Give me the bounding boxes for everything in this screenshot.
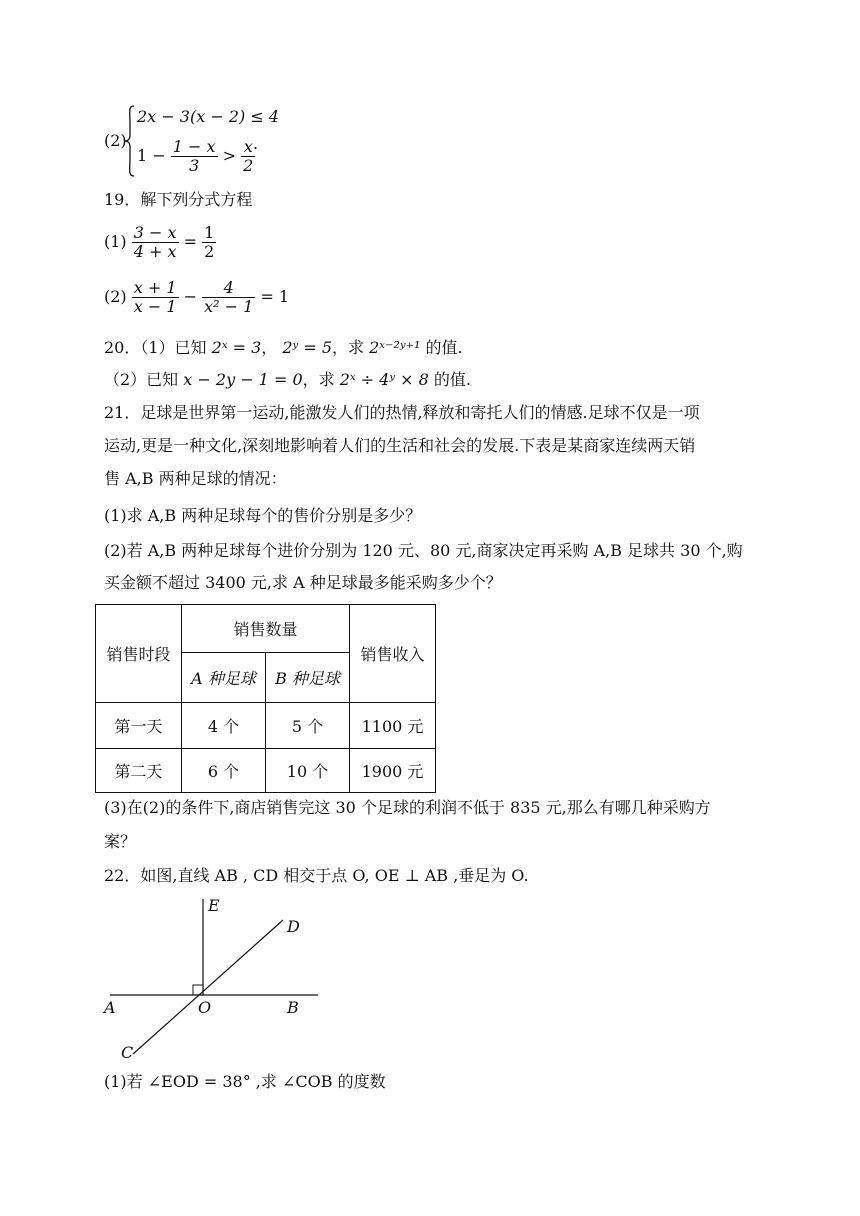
q19-part1-label: (1) bbox=[104, 232, 127, 251]
q21-intro-1: 21．足球是世界第一运动,能激发人们的热情,释放和寄托人们的情感.足球不仅是一项 bbox=[104, 403, 700, 422]
label-e: E bbox=[208, 896, 220, 915]
q20-line1-a: 20．（1）已知 bbox=[104, 338, 207, 357]
q20-line1-b: ， bbox=[261, 338, 278, 357]
label-b: B bbox=[287, 998, 299, 1017]
table-cell-period: 第一天 bbox=[96, 703, 182, 749]
q19-part1-num: 3 − x bbox=[133, 223, 177, 242]
q19-part2-rhs: = 1 bbox=[260, 287, 290, 306]
table-cell-b: 5 个 bbox=[266, 703, 350, 749]
table-header-qty: 销售数量 bbox=[182, 605, 350, 653]
q20-line1-c: ，求 bbox=[332, 338, 365, 357]
q19-part1-fraction-left bbox=[132, 224, 179, 261]
geometry-figure bbox=[100, 895, 330, 1065]
q19-part2-num1: x + 1 bbox=[133, 278, 177, 297]
label-c: C bbox=[121, 1043, 134, 1062]
q20-line2-b: ，求 bbox=[302, 370, 335, 389]
table-header-row bbox=[96, 605, 436, 653]
q22-intro: 22．如图,直线 AB , CD 相交于点 O, OE ⊥ AB ,垂足为 O. bbox=[104, 866, 529, 885]
q19-part2-num2: 4 bbox=[202, 279, 255, 298]
q20-eq1: 2ˣ = 3 bbox=[211, 338, 262, 357]
q19-part1-rden: 2 bbox=[204, 242, 215, 261]
q20-eq3: x − 2y − 1 = 0 bbox=[183, 370, 303, 389]
table-cell-income: 1100 元 bbox=[350, 703, 436, 749]
q18-fraction-right-den: 2 bbox=[243, 156, 254, 175]
q19-part2-den1: x − 1 bbox=[133, 297, 177, 316]
table-header-period: 销售时段 bbox=[96, 605, 182, 703]
q19-part1-rnum: 1 bbox=[204, 223, 215, 242]
sales-table bbox=[95, 604, 436, 793]
table-row bbox=[96, 749, 436, 793]
table-row bbox=[96, 703, 436, 749]
q21-part2-b: 买金额不超过 3400 元,求 A 种足球最多能采购多少个？ bbox=[104, 573, 502, 592]
q20-line2-a: （2）已知 bbox=[104, 370, 179, 389]
q19-part1 bbox=[104, 224, 216, 261]
label-a: A bbox=[104, 998, 116, 1017]
left-brace-icon bbox=[124, 104, 136, 178]
q21-intro-2: 运动,更是一种文化,深刻地影响着人们的生活和社会的发展.下表是某商家连续两天销 bbox=[104, 436, 696, 455]
table-header-a: A 种足球 bbox=[182, 653, 266, 703]
q22-part1: (1)若 ∠EOD = 38° ,求 ∠COB 的度数 bbox=[104, 1072, 386, 1091]
q19-part1-eq: = bbox=[183, 232, 198, 251]
table-cell-b: 10 个 bbox=[266, 749, 350, 793]
q20-line1-d: 的值. bbox=[425, 338, 463, 357]
q18-fraction-left bbox=[171, 138, 218, 175]
table-header-b: B 种足球 bbox=[266, 653, 350, 703]
line-cd bbox=[133, 920, 283, 1054]
q19-part1-den: 4 + x bbox=[133, 242, 177, 261]
q19-part2-den2: x² − 1 bbox=[204, 297, 254, 316]
q18-fraction-left-den: 3 bbox=[189, 156, 200, 175]
q21-part2-a: (2)若 A,B 两种足球每个进价分别为 120 元、80 元,商家决定再采购 A,B 足球共 30 个,购 bbox=[104, 541, 743, 560]
q18-end-dot: . bbox=[253, 134, 259, 153]
q20-eq2: 2ʸ = 5 bbox=[282, 338, 332, 357]
q19-part2-fraction-2 bbox=[202, 279, 255, 316]
q18-ineq2-lead: 1 − bbox=[137, 146, 166, 165]
q20-line1 bbox=[104, 340, 463, 356]
table-header-income: 销售收入 bbox=[350, 605, 436, 703]
q21-intro-3: 售 A,B 两种足球的情况： bbox=[104, 469, 287, 488]
q19-part2-minus: − bbox=[183, 287, 198, 306]
label-o: O bbox=[198, 998, 212, 1017]
q18-fraction-right-num: x bbox=[241, 138, 255, 157]
q19-part1-fraction-right bbox=[202, 224, 216, 261]
q20-line2-c: 的值. bbox=[433, 370, 471, 389]
q19-part2 bbox=[104, 279, 289, 316]
q19-part2-label: (2) bbox=[104, 287, 127, 306]
q18-fraction-left-num: 1 − x bbox=[172, 137, 216, 156]
q19-title: 19．解下列分式方程 bbox=[104, 190, 253, 209]
q20-line2 bbox=[104, 372, 471, 388]
q21-part1: (1)求 A,B 两种足球每个的售价分别是多少？ bbox=[104, 506, 422, 525]
q20-expr1: 2ˣ⁻²ʸ⁺¹ bbox=[369, 338, 421, 357]
label-d: D bbox=[287, 917, 300, 936]
q18-inequality-1: 2x − 3(x − 2) ≤ 4 bbox=[137, 107, 279, 126]
q21-part3-a: (3)在(2)的条件下,商店销售完这 30 个足球的利润不低于 835 元,那么有哪几种采购方 bbox=[104, 798, 711, 817]
q18-ineq2-op: > bbox=[222, 146, 237, 165]
q18-inequality-2 bbox=[137, 138, 255, 175]
table-cell-a: 4 个 bbox=[182, 703, 266, 749]
table-cell-a: 6 个 bbox=[182, 749, 266, 793]
q19-part2-fraction-1 bbox=[132, 279, 179, 316]
q21-part3-b: 案？ bbox=[104, 832, 137, 851]
q18-part2-label: (2) bbox=[104, 131, 127, 150]
table-cell-income: 1900 元 bbox=[350, 749, 436, 793]
table-cell-period: 第二天 bbox=[96, 749, 182, 793]
q20-expr2: 2ˣ ÷ 4ʸ × 8 bbox=[339, 370, 429, 389]
